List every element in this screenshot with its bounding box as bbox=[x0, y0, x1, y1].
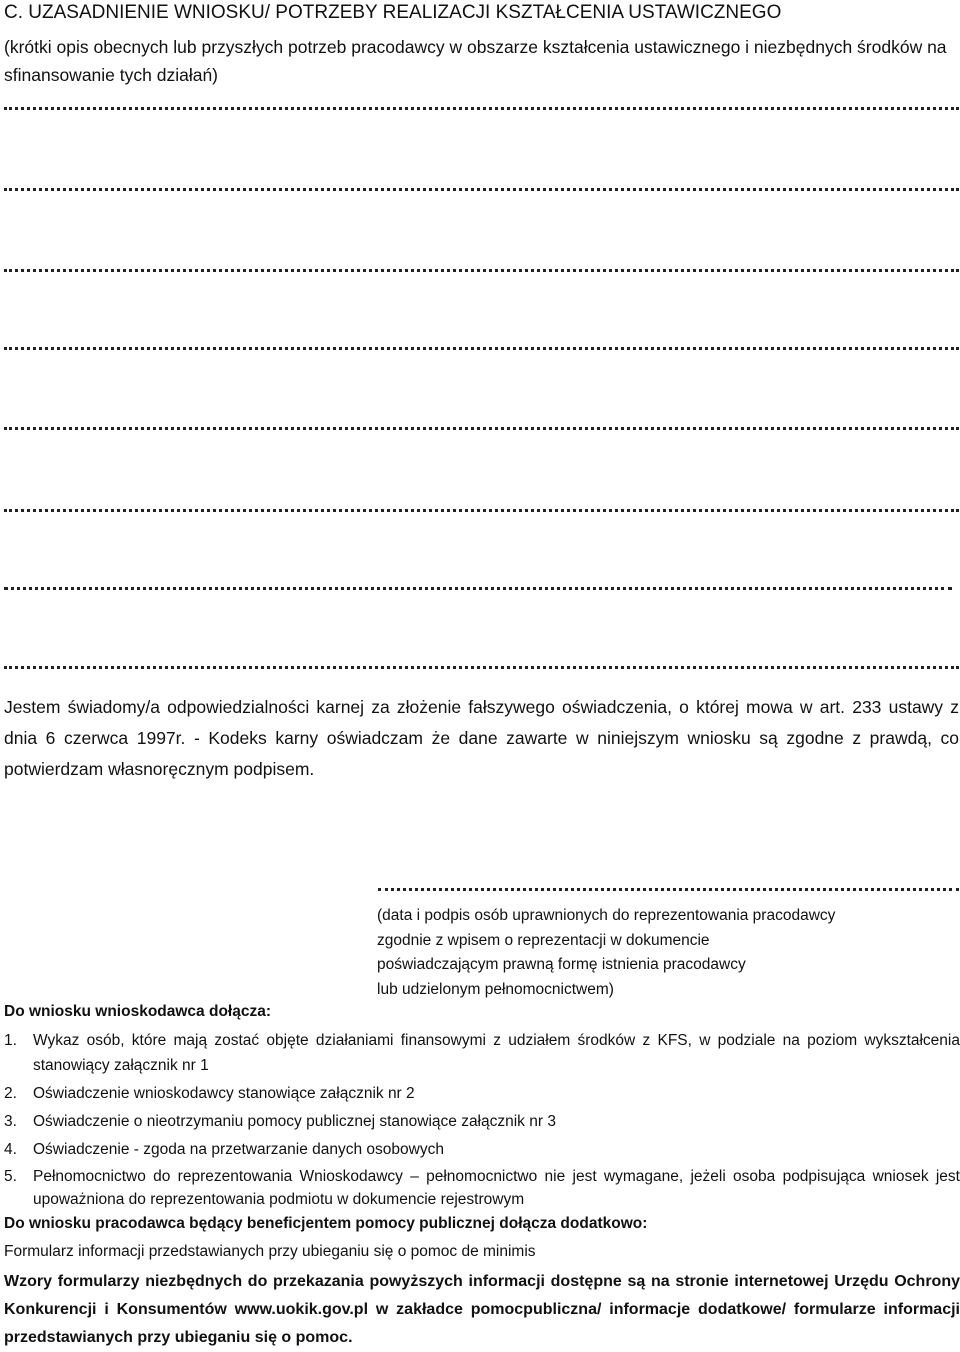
section-title: C. UZASADNIENIE WNIOSKU/ POTRZEBY REALIZACJI KSZTAŁCENIA USTAWICZNEGO bbox=[4, 2, 782, 23]
list-item-number: 3. bbox=[4, 1113, 17, 1130]
list-item-text: Pełnomocnictwo do reprezentowania Wnioskodawcy – pełnomocnictwo nie jest wymagane, jeżeli osoba podpisująca wniosek jest upoważniona do reprezentowania podmiotu w dokumencie rejestrowym bbox=[33, 1168, 960, 1208]
list-item-text: Oświadczenie wnioskodawcy stanowiące załącznik nr 2 bbox=[33, 1085, 415, 1102]
list-item bbox=[4, 1165, 960, 1211]
list-item-number: 1. bbox=[4, 1032, 17, 1049]
signature-caption-line: (data i podpis osób uprawnionych do reprezentowania pracodawcy bbox=[377, 907, 836, 924]
answer-line-4[interactable] bbox=[4, 343, 959, 350]
signature-caption-line: poświadczającym prawną formę istnienia pracodawcy bbox=[377, 956, 746, 973]
attachments-heading: Do wniosku wnioskodawca dołącza: bbox=[4, 1003, 271, 1020]
signature-caption-line: zgodnie z wpisem o reprezentacji w dokumencie bbox=[377, 931, 710, 949]
list-item-text: Oświadczenie - zgoda na przetwarzanie danych osobowych bbox=[33, 1141, 444, 1158]
beneficiary-heading: Do wniosku pracodawca będący beneficjentem pomocy publicznej dołącza dodatkowo: bbox=[4, 1215, 648, 1232]
section-subtitle: (krótki opis obecnych lub przyszłych potrzeb pracodawcy w obszarze kształcenia ustawicznego i niezbędnych środków na sfinansowanie tych działań) bbox=[4, 37, 947, 85]
list-item-number: 2. bbox=[4, 1085, 17, 1102]
list-item bbox=[4, 1028, 960, 1078]
answer-line-5[interactable] bbox=[4, 423, 959, 430]
forms-note: Wzory formularzy niezbędnych do przekazania powyższych informacji dostępne są na stronie internetowej Urzędu Ochrony Konkurencji i Konsumentów www.uokik.gov.pl w zakładce pomocpubliczna/ informacje dodatkowe/ formularze informacji przedstawianych przy ubieganiu się o pomoc. bbox=[4, 1273, 960, 1346]
signature-caption-line: lub udzielonym pełnomocnictwem) bbox=[377, 980, 614, 998]
list-item bbox=[4, 1137, 960, 1162]
answer-line-1[interactable] bbox=[4, 103, 959, 110]
liability-statement: Jestem świadomy/a odpowiedzialności karnej za złożenie fałszywego oświadczenia, o której mowa w art. 233 ustawy z dnia 6 czerwca 1997r. - Kodeks karny oświadczam że dane zawarte w niniejszym wniosku są zgodne z prawdą, co potwierdzam własnoręcznym podpisem. bbox=[4, 697, 959, 779]
answer-line-2[interactable] bbox=[4, 184, 959, 191]
answer-line-7[interactable] bbox=[4, 583, 952, 590]
attachments-list bbox=[4, 1028, 960, 1211]
list-item-number: 4. bbox=[4, 1141, 17, 1158]
signature-line[interactable] bbox=[378, 884, 959, 891]
answer-line-3[interactable] bbox=[4, 265, 959, 272]
list-item-number: 5. bbox=[4, 1168, 17, 1185]
list-item bbox=[4, 1109, 960, 1134]
beneficiary-text: Formularz informacji przedstawianych przy ubieganiu się o pomoc de minimis bbox=[4, 1243, 536, 1260]
list-item bbox=[4, 1081, 960, 1106]
answer-line-6[interactable] bbox=[4, 505, 959, 512]
list-item-text: Wykaz osób, które mają zostać objęte działaniami finansowymi z udziałem środków z KFS, w podziale na poziom wykształcenia stanowiący załącznik nr 1 bbox=[33, 1032, 960, 1074]
signature-caption bbox=[377, 904, 937, 1002]
answer-line-8[interactable] bbox=[4, 662, 959, 669]
list-item-text: Oświadczenie o nieotrzymaniu pomocy publicznej stanowiące załącznik nr 3 bbox=[33, 1113, 556, 1130]
